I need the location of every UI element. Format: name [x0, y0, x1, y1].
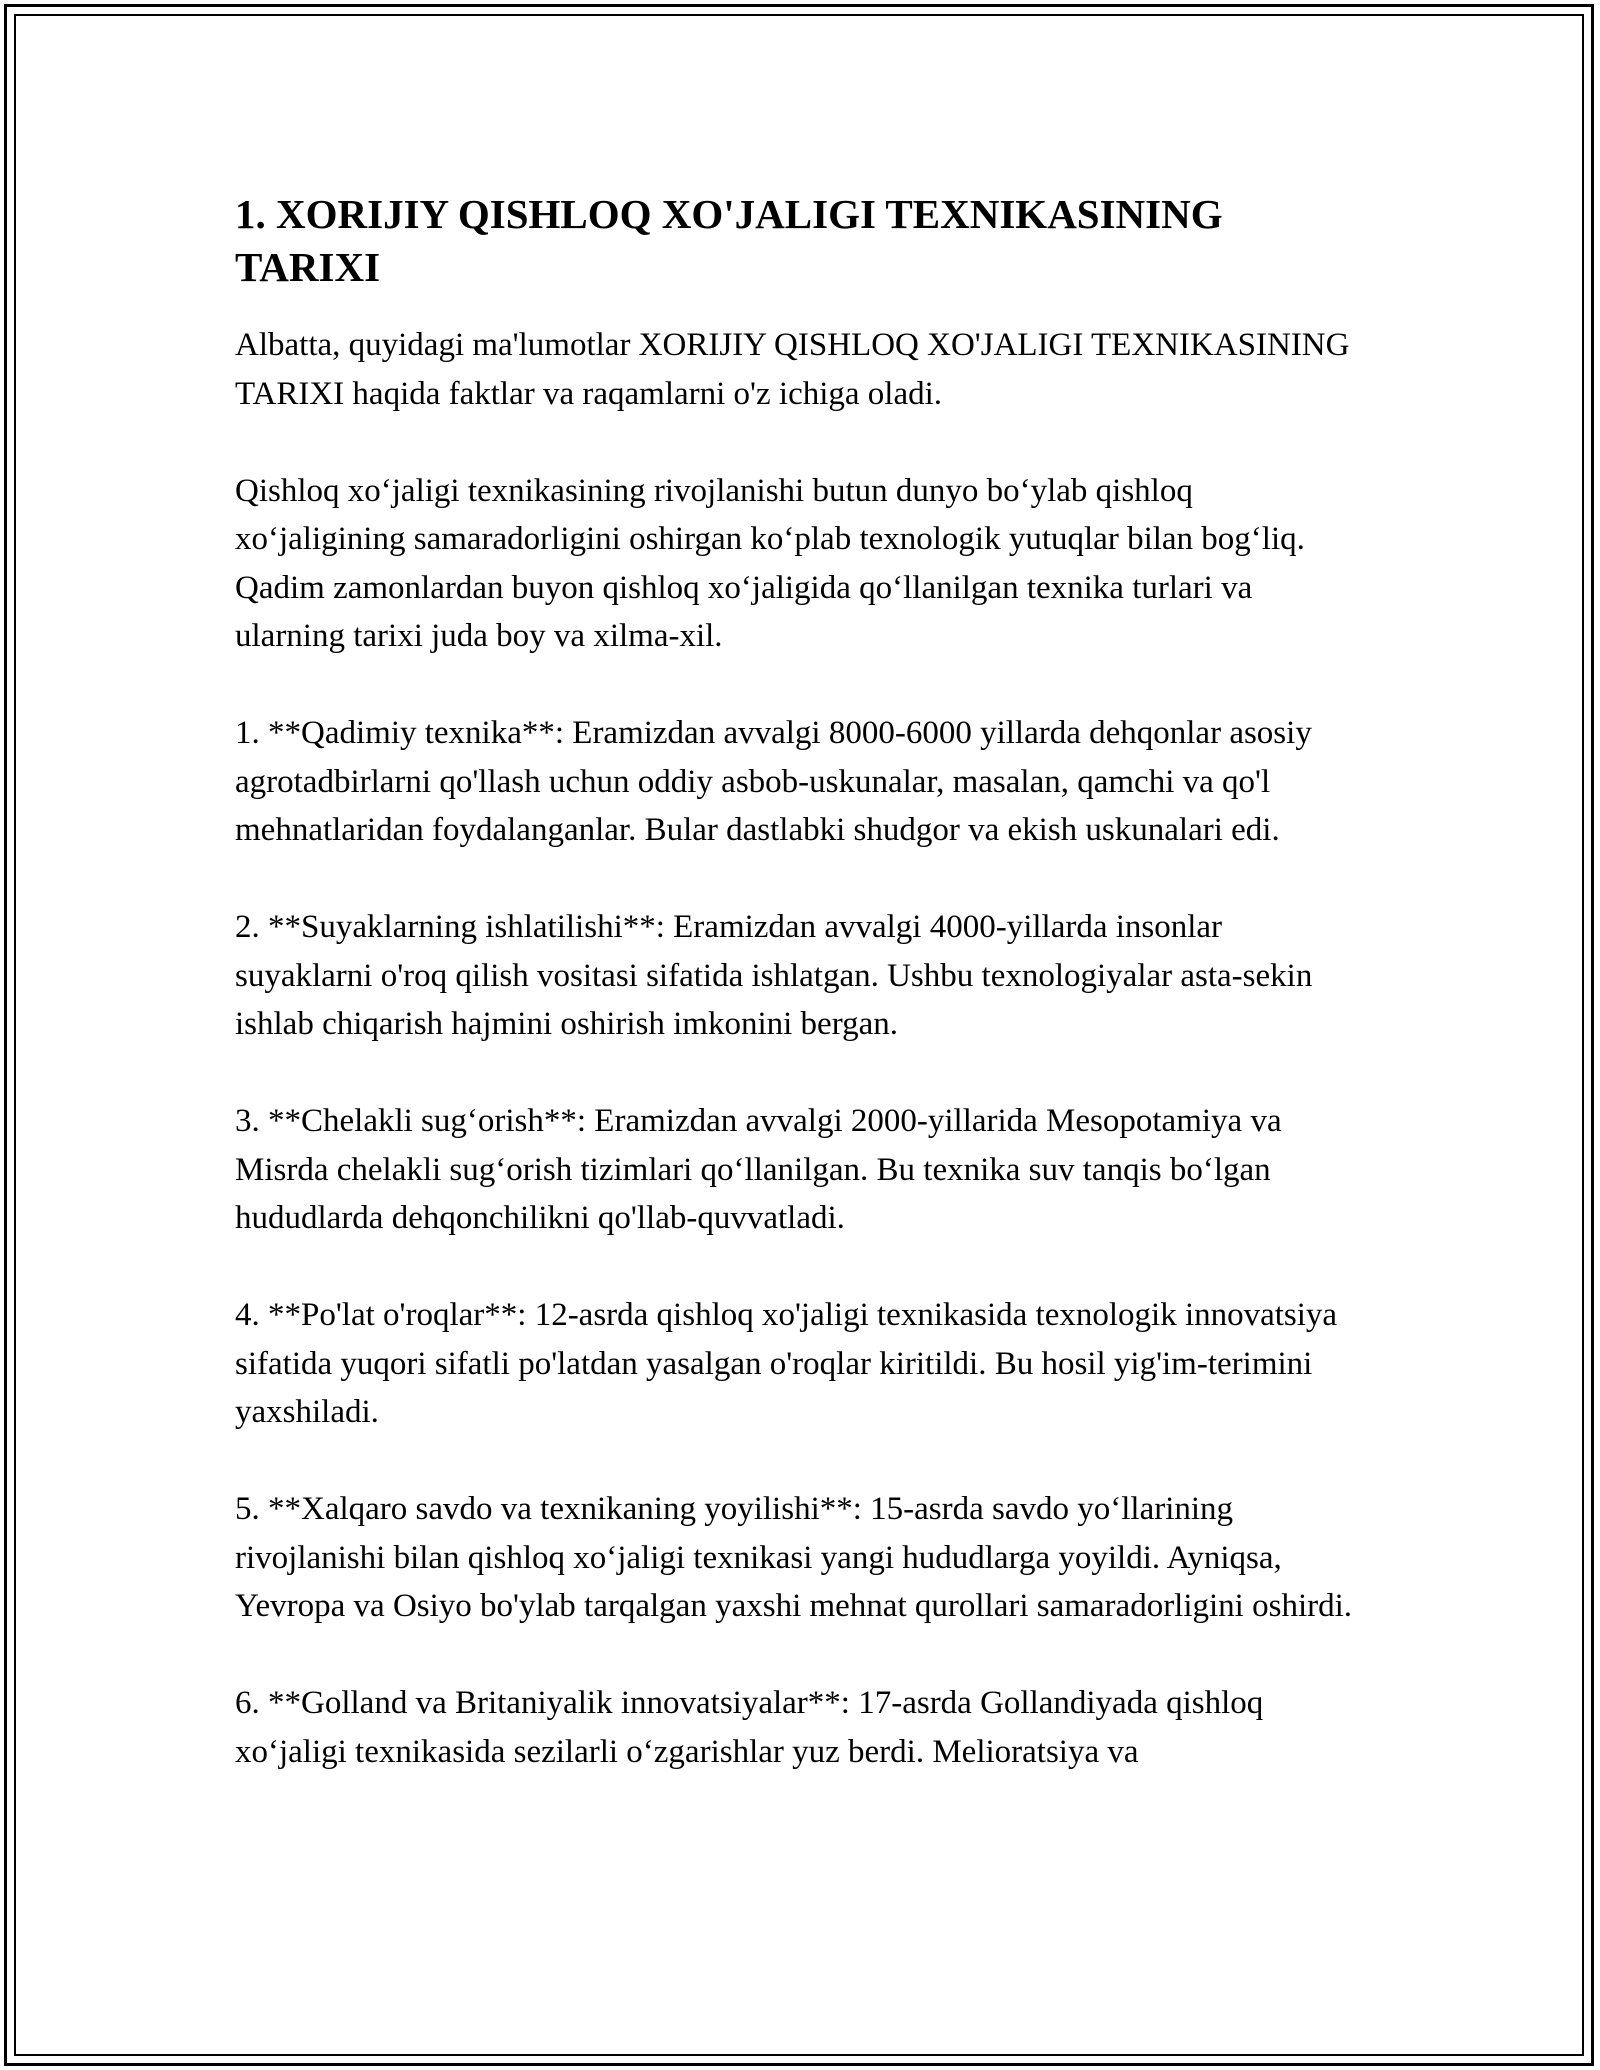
- list-item-bone-tools: 2. **Suyaklarning ishlatilishi**: Eramizdan avvalgi 4000-yillarda insonlar suyaklarni o'roq qilish vositasi sifatida ishlatgan. Ushbu texnologiyalar asta-sekin ishlab chiqarish hajmini oshirish imkonini bergan.: [235, 909, 1313, 1042]
- list-item-dutch-british-innovations: 6. **Golland va Britaniyalik innovatsiyalar**: 17-asrda Gollandiyada qishloq xo‘jaligi texnikasida sezilarli o‘zgarishlar yuz berdi. Melioratsiya va: [235, 1685, 1264, 1770]
- list-item-bucket-irrigation: 3. **Chelakli sug‘orish**: Eramizdan avvalgi 2000-yillarida Mesopotamiya va Misrda chelakli sug‘orish tizimlari qo‘llanilgan. Bu texnika suv tanqis bo‘lgan hududlarda dehqonchilikni qo'llab-quvvatladi.: [235, 1103, 1282, 1236]
- document-body: [235, 188, 1365, 1825]
- list-item-trade-spread: 5. **Xalqaro savdo va texnikaning yoyilishi**: 15-asrda savdo yo‘llarining rivojlanishi bilan qishloq xo‘jaligi texnikasi yangi hududlarga yoyildi. Ayniqsa, Yevropa va Osiyo bo'ylab tarqalgan yaxshi mehnat qurollari samaradorligini oshirdi.: [235, 1491, 1353, 1624]
- paragraph-overview: Qishloq xo‘jaligi texnikasining rivojlanishi butun dunyo bo‘ylab qishloq xo‘jaligining samaradorligini oshirgan ko‘plab texnologik yutuqlar bilan bog‘liq. Qadim zamonlardan buyon qishloq xo‘jaligida qo‘llanilgan texnika turlari va ularning tarixi juda boy va xilma-xil.: [235, 472, 1305, 654]
- paragraph-intro: Albatta, quyidagi ma'lumotlar XORIJIY QISHLOQ XO'JALIGI TEXNIKASINING TARIXI haqida faktlar va raqamlarni o'z ichiga oladi.: [235, 327, 1350, 412]
- document-title: 1. XORIJIY QISHLOQ XO'JALIGI TEXNIKASINING TARIXI: [235, 191, 1223, 290]
- list-item-ancient-tools: 1. **Qadimiy texnika**: Eramizdan avvalgi 8000-6000 yillarda dehqonlar asosiy agrotadbirlarni qo'llash uchun oddiy asbob-uskunalar, masalan, qamchi va qo'l mehnatlaridan foydalanganlar. Bular dastlabki shudgor va ekish uskunalari edi.: [235, 715, 1312, 848]
- list-item-steel-sickles: 4. **Po'lat o'roqlar**: 12-asrda qishloq xo'jaligi texnikasida texnologik innovatsiya sifatida yuqori sifatli po'latdan yasalgan o'roqlar kiritildi. Bu hosil yig'im-terimini yaxshiladi.: [235, 1297, 1338, 1430]
